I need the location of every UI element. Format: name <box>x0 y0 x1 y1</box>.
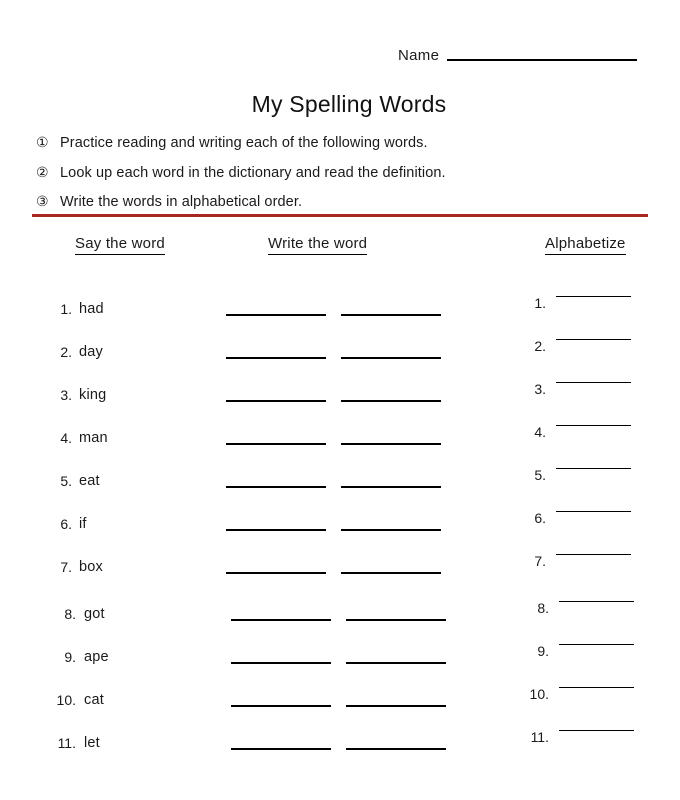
write-word-blank-2[interactable] <box>341 529 441 531</box>
column-header-write-the-word: Write the word <box>268 236 367 255</box>
word-number: 8. <box>64 606 76 622</box>
alphabetize-number: 3. <box>534 381 546 397</box>
word-text: eat <box>79 472 100 489</box>
alphabetize-number: 11. <box>530 729 549 745</box>
word-number: 2. <box>60 344 72 360</box>
write-word-blank-1[interactable] <box>226 400 326 402</box>
page-title-text: My Spelling Words <box>251 91 447 117</box>
word-text: man <box>79 429 108 446</box>
word-row <box>0 644 520 664</box>
instruction-item <box>36 165 596 181</box>
alphabetize-blank[interactable] <box>556 468 631 469</box>
write-word-blank-1[interactable] <box>231 705 331 707</box>
alphabetize-blank[interactable] <box>556 339 631 340</box>
word-row <box>0 339 520 359</box>
alphabetize-number: 6. <box>534 510 546 526</box>
word-number: 10. <box>56 692 76 708</box>
name-field-row <box>398 48 637 63</box>
circled-number-2-icon: ② <box>36 163 49 180</box>
word-text: if <box>79 515 87 532</box>
page-title <box>0 93 680 116</box>
word-text: cat <box>84 691 104 708</box>
word-text: got <box>84 605 105 622</box>
word-number: 4. <box>60 430 72 446</box>
instruction-list <box>36 135 596 224</box>
alphabetize-blank[interactable] <box>559 730 634 731</box>
column-header-row <box>0 236 680 258</box>
word-number: 1. <box>60 301 72 317</box>
word-number: 5. <box>60 473 72 489</box>
alphabetize-blank[interactable] <box>556 511 631 512</box>
write-word-blank-2[interactable] <box>341 572 441 574</box>
word-text: ape <box>84 648 109 665</box>
word-number: 9. <box>64 649 76 665</box>
alphabetize-number: 10. <box>529 686 549 702</box>
instruction-item <box>36 194 596 210</box>
write-word-blank-1[interactable] <box>226 314 326 316</box>
alphabetize-number: 2. <box>534 338 546 354</box>
write-word-blank-1[interactable] <box>226 529 326 531</box>
word-text: box <box>79 558 103 575</box>
column-header-alphabetize: Alphabetize <box>545 236 626 255</box>
instruction-text: Write the words in alphabetical order. <box>60 194 303 210</box>
instruction-text: Look up each word in the dictionary and read the definition. <box>60 164 446 181</box>
write-word-blank-1[interactable] <box>226 572 326 574</box>
write-word-blank-1[interactable] <box>231 662 331 664</box>
circled-number-1-icon: ① <box>36 134 49 150</box>
alphabetize-blank[interactable] <box>556 296 631 297</box>
alphabetize-number: 8. <box>537 600 549 616</box>
alphabetize-blank[interactable] <box>556 382 631 383</box>
write-word-blank-1[interactable] <box>226 357 326 359</box>
write-word-blank-1[interactable] <box>226 486 326 488</box>
write-word-blank-1[interactable] <box>226 443 326 445</box>
alphabetize-number: 1. <box>534 295 546 311</box>
write-word-blank-2[interactable] <box>341 400 441 402</box>
instruction-text: Practice reading and writing each of the following words. <box>60 135 428 151</box>
write-word-blank-1[interactable] <box>231 748 331 750</box>
word-number: 3. <box>60 387 72 403</box>
alphabetize-blank[interactable] <box>559 687 634 688</box>
alphabetize-number: 7. <box>534 553 546 569</box>
write-word-blank-2[interactable] <box>341 314 441 316</box>
word-row <box>0 730 520 750</box>
alphabetize-blank[interactable] <box>556 554 631 555</box>
write-word-blank-2[interactable] <box>341 486 441 488</box>
write-word-blank-2[interactable] <box>346 705 446 707</box>
write-word-blank-1[interactable] <box>231 619 331 621</box>
circled-number-3-icon: ③ <box>36 193 49 209</box>
instruction-item <box>36 135 596 151</box>
column-header-say-the-word: Say the word <box>75 236 165 255</box>
word-row <box>0 511 520 531</box>
word-row <box>0 425 520 445</box>
write-word-blank-2[interactable] <box>346 748 446 750</box>
word-row <box>0 468 520 488</box>
write-word-blank-2[interactable] <box>346 662 446 664</box>
word-number: 11. <box>57 735 76 751</box>
alphabetize-blank[interactable] <box>559 644 634 645</box>
word-row <box>0 554 520 574</box>
word-text: day <box>79 343 103 360</box>
word-text: king <box>79 386 107 403</box>
write-word-blank-2[interactable] <box>341 443 441 445</box>
word-row <box>0 382 520 402</box>
word-row <box>0 296 520 316</box>
alphabetize-blank[interactable] <box>556 425 631 426</box>
name-label: Name <box>398 47 440 64</box>
write-word-blank-2[interactable] <box>341 357 441 359</box>
word-number: 6. <box>60 516 72 532</box>
alphabetize-number: 9. <box>537 643 549 659</box>
word-number: 7. <box>60 559 72 575</box>
word-text: had <box>79 300 104 317</box>
word-row <box>0 687 520 707</box>
word-row <box>0 601 520 621</box>
alphabetize-number: 5. <box>534 467 546 483</box>
write-word-blank-2[interactable] <box>346 619 446 621</box>
name-input[interactable] <box>447 59 637 61</box>
alphabetize-number: 4. <box>534 424 546 440</box>
word-text: let <box>84 734 100 751</box>
alphabetize-blank[interactable] <box>559 601 634 602</box>
red-divider <box>32 214 648 217</box>
